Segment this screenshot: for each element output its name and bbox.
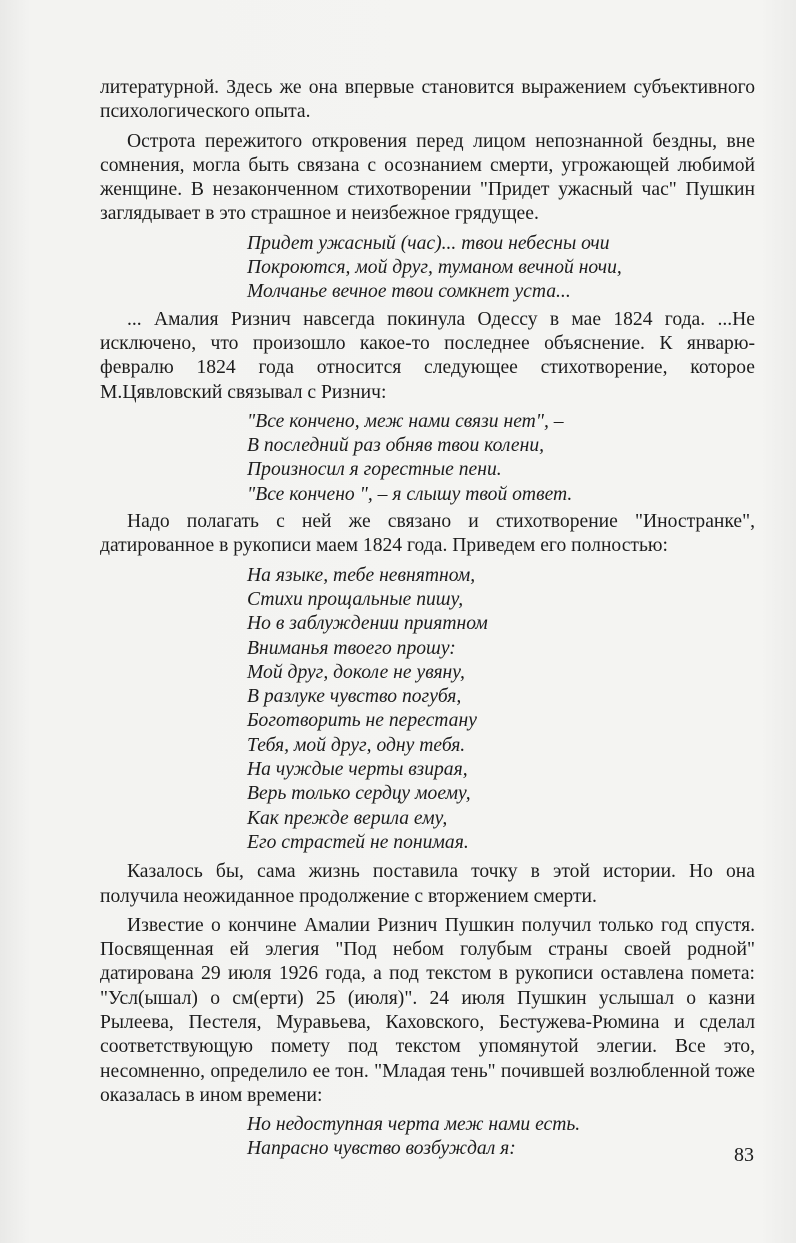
page-number: 83 (734, 1144, 754, 1166)
verse-line: В последний раз обняв твои колени, (247, 435, 545, 457)
verse-line: Вниманья твоего прошу: (247, 637, 456, 659)
verse-1 (247, 232, 755, 305)
verse-line: Его страстей не понимая. (247, 831, 469, 853)
verse-line: Тебя, мой друг, одну тебя. (247, 734, 466, 756)
verse-line: Стихи прощальные пишу, (247, 588, 464, 610)
verse-line: "Все кончено ", – я слышу твой ответ. (247, 483, 573, 505)
verse-line: Но недоступная черта меж нами есть. (247, 1114, 581, 1136)
verse-line: Произносил я горестные пени. (247, 459, 502, 481)
paragraph-1: литературной. Здесь же она впервые становится выражением субъективного психологического опыта. (100, 77, 755, 123)
verse-4 (247, 1113, 755, 1162)
verse-line: Мой друг, доколе не увяну, (247, 661, 465, 683)
verse-line: Напрасно чувство возбуждал я: (247, 1138, 516, 1160)
verse-line: Молчанье вечное твои сомкнет уста... (247, 281, 571, 303)
verse-line: Верь только сердцу моему, (247, 783, 471, 805)
verse-3 (247, 564, 755, 856)
verse-2 (247, 410, 755, 507)
paragraph-2: Острота пережитого откровения перед лицом непознанной бездны, вне сомнения, могла быть связана с осознанием смерти, угрожающей любимой женщине. В незаконченном стихотворении "Придет ужасный час" Пушкин заглядывает в это страшное и неизбежное грядущее. (100, 130, 755, 225)
verse-line: Придет ужасный (час)... твои небесны очи (247, 232, 610, 254)
page-text (100, 76, 755, 1167)
verse-line: "Все кончено, меж нами связи нет", – (247, 410, 564, 432)
paragraph-5: Казалось бы, сама жизнь поставила точку в этой истории. Но она получила неожиданное продолжение с вторжением смерти. (100, 861, 755, 907)
paragraph-3: ... Амалия Ризнич навсегда покинула Одессу в мае 1824 года. ...Не исключено, что произошло какое-то последнее объяснение. К январю-февралю 1824 года относится следующее стихотворение, которое М.Цявловский связывал с Ризнич: (100, 308, 755, 403)
verse-line: Покроются, мой друг, туманом вечной ночи, (247, 257, 622, 279)
verse-line: Но в заблуждении приятном (247, 613, 488, 635)
verse-line: На чуждые черты взирая, (247, 759, 468, 781)
verse-line: Как прежде верила ему, (247, 807, 448, 829)
verse-line: Боготворить не перестану (247, 710, 477, 732)
paragraph-4: Надо полагать с ней же связано и стихотворение "Иностранке", датированное в рукописи маем 1824 года. Приведем его полностью: (100, 511, 755, 557)
verse-line: В разлуке чувство погубя, (247, 686, 462, 708)
paragraph-6: Известие о кончине Амалии Ризнич Пушкин получил только год спустя. Посвященная ей элегия "Под небом голубым страны своей родной" датирована 29 июля 1926 года, а под текстом в рукописи оставлена помета: "Усл(ышал) о см(ерти) 25 (июля)". 24 июля Пушкин услышал о казни Рылеева, Пестеля, Муравьева, Каховского, Бестужева-Рюмина и сделал соответствующую помету под текстом упомянутой элегии. Все это, несомненно, определило ее тон. "Младая тень" почившей возлюбленной тоже оказалась в ином времени: (100, 914, 755, 1106)
verse-line: На языке, тебе невнятном, (247, 564, 476, 586)
